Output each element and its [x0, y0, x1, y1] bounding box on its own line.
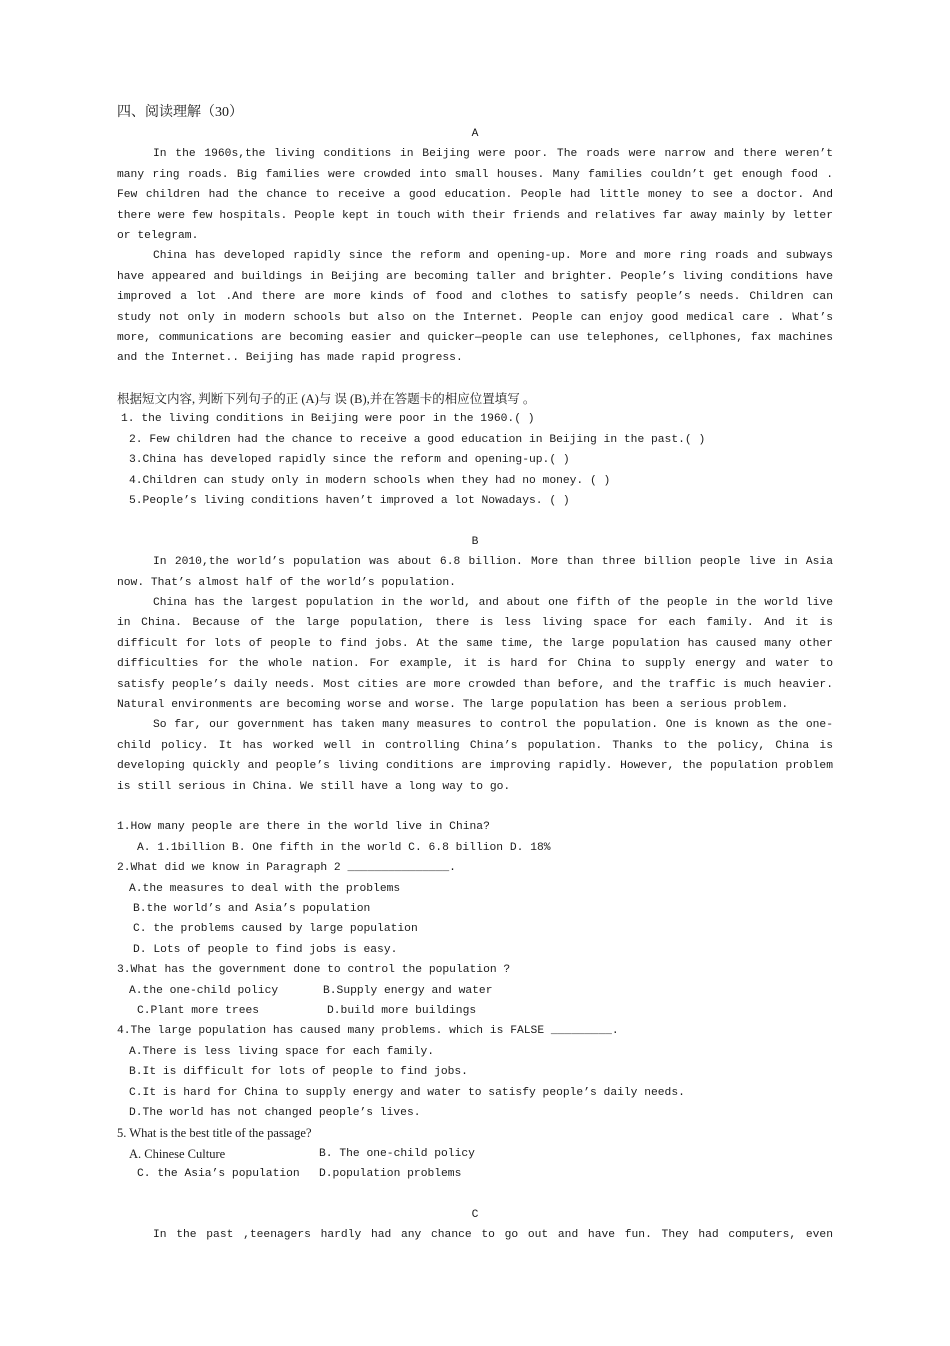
question-5-options-row-2: [117, 1164, 833, 1184]
question-1-stem: 1.How many people are there in the world live in China?: [117, 821, 490, 834]
passage-a-instruction: 根据短文内容, 判断下列句子的正 (A)与 误 (B),并在答题卡的相应位置填写 。: [117, 391, 536, 406]
passage-a-label: A: [471, 128, 479, 140]
question-5-option-a: A. Chinese Culture: [129, 1146, 226, 1161]
section-title: 四、阅读理解（30）: [117, 105, 243, 120]
passage-b-paragraph-3: So far, our government has taken many measures to control the population. One is known as the one-child policy. It has worked well in controlling China’s population. Thanks to the policy, China is developing quickly and people’s living conditions are improving rapidly. However, the population problem is still serious in China. We still have a long way to go.: [117, 719, 833, 793]
question-4-option-c: C.It is hard for China to supply energy and water to satisfy people’s daily needs.: [129, 1086, 685, 1099]
question-3-option-c: C.Plant more trees: [137, 1005, 260, 1018]
question-4-option-d: D.The world has not changed people’s lives.: [129, 1107, 421, 1120]
question-3-option-d: D.build more buildings: [327, 1005, 477, 1018]
passage-b-paragraph-1: In 2010,the world’s population was about 6.8 billion. More than three billion people live in Asia now. That’s almost half of the world’s population.: [117, 556, 833, 589]
question-3-option-b: B.Supply energy and water: [323, 984, 493, 997]
question-3-options-row-1: [117, 981, 833, 1001]
question-5-option-b: B. The one-child policy: [319, 1147, 475, 1160]
passage-a-paragraph-1: In the 1960s,the living conditions in Beijing were poor. The roads were narrow and there weren’t many ring roads. Big families were crowded into small houses. Many families couldn’t get enough food . Few children had the chance to receive a good education. People had little money to see a doctor. And there were few hospitals. People kept in touch with their friends and relatives far away mainly by letter or telegram.: [117, 148, 833, 243]
question-2-option-c: C. the problems caused by large population: [133, 923, 418, 936]
question-5-option-d: D.population problems: [319, 1168, 462, 1181]
question-5-stem: 5. What is the best title of the passage?: [117, 1126, 312, 1141]
statement-1: 1. the living conditions in Beijing were poor in the 1960.( ): [121, 413, 535, 426]
question-2-option-d: D. Lots of people to find jobs is easy.: [133, 943, 398, 956]
statement-5: 5.People’s living conditions haven’t improved a lot Nowadays. ( ): [129, 494, 570, 507]
passage-b-paragraph-2: China has the largest population in the world, and about one fifth of the people in the world live in China. Because of the large population, there is less living space for each family. And it is difficult for lots of people to find jobs. At the same time, the large population has caused many other difficulties for the whole nation. For example, it is hard for China to supply energy and water to satisfy people’s daily needs. Most cities are more crowded than before, and the traffic is much heavier. Natural environments are becoming worse and worse. The large population has been a serious problem.: [117, 596, 833, 711]
question-5-option-c: C. the Asia’s population: [137, 1168, 300, 1181]
question-2-option-a: A.the measures to deal with the problems: [129, 882, 401, 895]
question-1-options: A. 1.1billion B. One fifth in the world C. 6.8 billion D. 18%: [137, 841, 551, 854]
passage-b-label: B: [471, 535, 479, 548]
document-content: [117, 102, 833, 1246]
statement-3: 3.China has developed rapidly since the reform and opening-up.( ): [129, 454, 570, 467]
question-3-options-row-2: [117, 1001, 833, 1021]
statement-4: 4.Children can study only in modern schools when they had no money. ( ): [129, 474, 611, 487]
question-4-stem: 4.The large population has caused many problems. which is FALSE _________.: [117, 1025, 619, 1038]
question-4-option-b: B.It is difficult for lots of people to find jobs.: [129, 1066, 468, 1079]
question-4-option-a: A.There is less living space for each family.: [129, 1045, 435, 1058]
question-2-option-b: B.the world’s and Asia’s population: [133, 903, 371, 915]
question-2-stem: 2.What did we know in Paragraph 2 _______________.: [117, 862, 456, 875]
question-3-option-a: A.the one-child policy: [129, 984, 279, 997]
passage-c-first-line: In the past ,teenagers hardly had any chance to go out and have fun. They had computers, even: [153, 1229, 833, 1242]
passage-a-paragraph-2: China has developed rapidly since the reform and opening-up. More and more ring roads and subways have appeared and buildings in Beijing are becoming taller and brighter. People’s living conditions have improved a lot .And there are more kinds of food and clothes to satisfy people’s needs. Children can study not only in modern schools but also on the Internet. People can enjoy good medical care . What’s more, communications are becoming easier and quicker—people can use telephones, cellphones, fax machines and the Internet.. Beijing has made rapid progress.: [117, 250, 833, 365]
passage-c-label: C: [471, 1209, 479, 1222]
question-5-options-row-1: [117, 1144, 833, 1164]
statement-2: 2. Few children had the chance to receive a good education in Beijing in the past.( ): [129, 433, 706, 446]
question-3-stem: 3.What has the government done to control the population ?: [117, 964, 511, 977]
